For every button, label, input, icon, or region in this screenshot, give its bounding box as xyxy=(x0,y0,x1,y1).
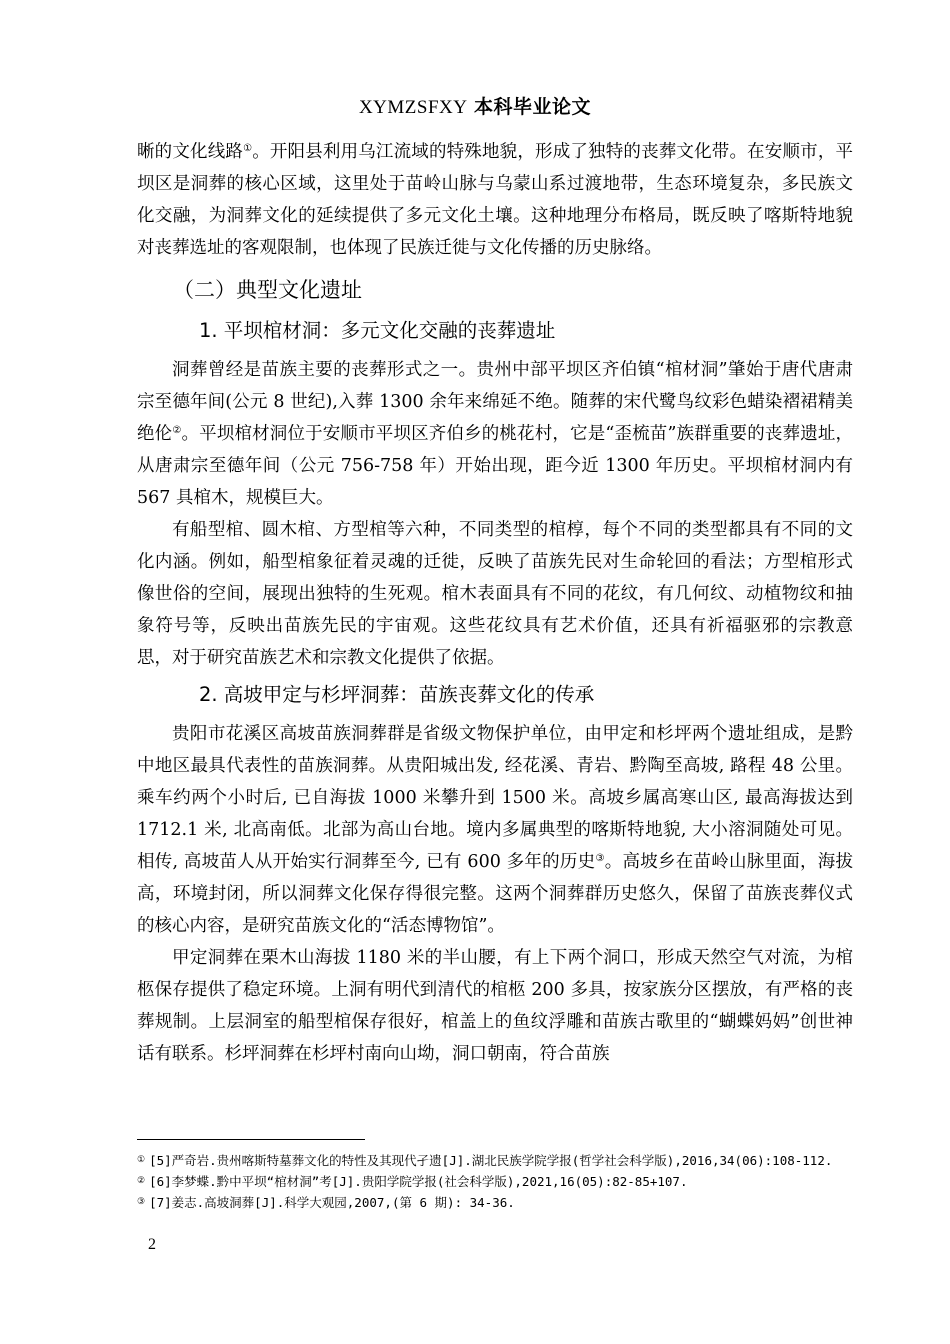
footnote-item: ① [5]严奇岩.贵州喀斯特墓葬文化的特性及其现代孑遗[J].湖北民族学院学报(哲学社会科学版),2016,34(06):108-112. xyxy=(137,1153,833,1168)
document-body xyxy=(137,136,853,1070)
footnotes xyxy=(137,1150,853,1213)
footnote-ref-2[interactable]: ② xyxy=(172,425,182,436)
body-paragraph: 洞葬曾经是苗族主要的丧葬形式之一。贵州中部平坝区齐伯镇“棺材洞”肇始于唐代唐肃宗至德年间(公元 8 世纪),入葬 1300 余年来绵延不绝。随葬的宋代鹭鸟纹彩色蜡染褶裙精美绝伦②。平坝棺材洞位于安顺市平坝区齐伯乡的桃花村，它是“歪梳苗”族群重要的丧葬遗址，从唐肃宗至德年间（公元 756-758 年）开始出现，距今近 1300 年历史。平坝棺材洞内有 567 具棺木，规模巨大。 xyxy=(137,360,854,508)
footnote-divider xyxy=(137,1139,365,1140)
body-paragraph: 甲定洞葬在栗木山海拔 1180 米的半山腰，有上下两个洞口，形成天然空气对流，为棺柩保存提供了稳定环境。上洞有明代到清代的棺柩 200 多具，按家族分区摆放，有严格的丧葬规制。上层洞室的船型棺保存很好，棺盖上的鱼纹浮雕和苗族古歌里的“蝴蝶妈妈”创世神话有联系。杉坪洞葬在杉坪村南向山坳，洞口朝南，符合苗族 xyxy=(137,948,853,1064)
header-title: 本科毕业论文 xyxy=(474,96,592,118)
footnote-item: ③ [7]姜志.高坡洞葬[J].科学大观园,2007,(第 6 期): 34-36. xyxy=(137,1195,515,1210)
intro-paragraph: 晰的文化线路①。开阳县利用乌江流域的特殊地貌，形成了独特的丧葬文化带。在安顺市，平坝区是洞葬的核心区域，这里处于苗岭山脉与乌蒙山系过渡地带，生态环境复杂，多民族文化交融，为洞葬文化的延续提供了多元文化土壤。这种地理分布格局，既反映了喀斯特地貌对丧葬选址的客观限制，也体现了民族迁徙与文化传播的历史脉络。 xyxy=(137,142,854,258)
page-number: 2 xyxy=(148,1236,156,1253)
subsection-heading-1: 1. 平坝棺材洞：多元文化交融的丧葬遗址 xyxy=(199,319,556,342)
footnote-ref-3[interactable]: ③ xyxy=(595,853,605,864)
footnote-ref-1[interactable]: ① xyxy=(243,143,253,154)
footnote-item: ② [6]李梦蝶.黔中平坝“棺材洞”考[J].贵阳学院学报(社会科学版),2021,16(05):82-85+107. xyxy=(137,1174,688,1189)
header-prefix: XYMZSFXY xyxy=(358,97,468,118)
subsection-heading-2: 2. 高坡甲定与杉坪洞葬：苗族丧葬文化的传承 xyxy=(199,683,595,706)
section-heading: （二）典型文化遗址 xyxy=(173,278,362,302)
page-header xyxy=(0,92,950,119)
body-paragraph: 有船型棺、圆木棺、方型棺等六种，不同类型的棺椁，每个不同的类型都具有不同的文化内涵。例如，船型棺象征着灵魂的迁徙，反映了苗族先民对生命轮回的看法；方型棺形式像世俗的空间，展现出独特的生死观。棺木表面具有不同的花纹，有几何纹、动植物纹和抽象符号等，反映出苗族先民的宇宙观。这些花纹具有艺术价值，还具有祈福驱邪的宗教意思，对于研究苗族艺术和宗教文化提供了依据。 xyxy=(137,520,853,668)
body-paragraph: 贵阳市花溪区高坡苗族洞葬群是省级文物保护单位，由甲定和杉坪两个遗址组成，是黔中地区最具代表性的苗族洞葬。从贵阳城出发, 经花溪、青岩、黔陶至高坡, 路程 48 公里。乘车约两个小时后, 已自海拔 1000 米攀升到 1500 米。高坡乡属高寒山区, 最高海拔达到 1712.1 米, 北高南低。北部为高山台地。境内多属典型的喀斯特地貌, 大小溶洞随处可见。相传, 高坡苗人从开始实行洞葬至今, 已有 600 多年的历史③。高坡乡在苗岭山脉里面，海拔高，环境封闭，所以洞葬文化保存得很完整。这两个洞葬群历史悠久，保留了苗族丧葬仪式的核心内容，是研究苗族文化的“活态博物馆”。 xyxy=(137,724,854,936)
